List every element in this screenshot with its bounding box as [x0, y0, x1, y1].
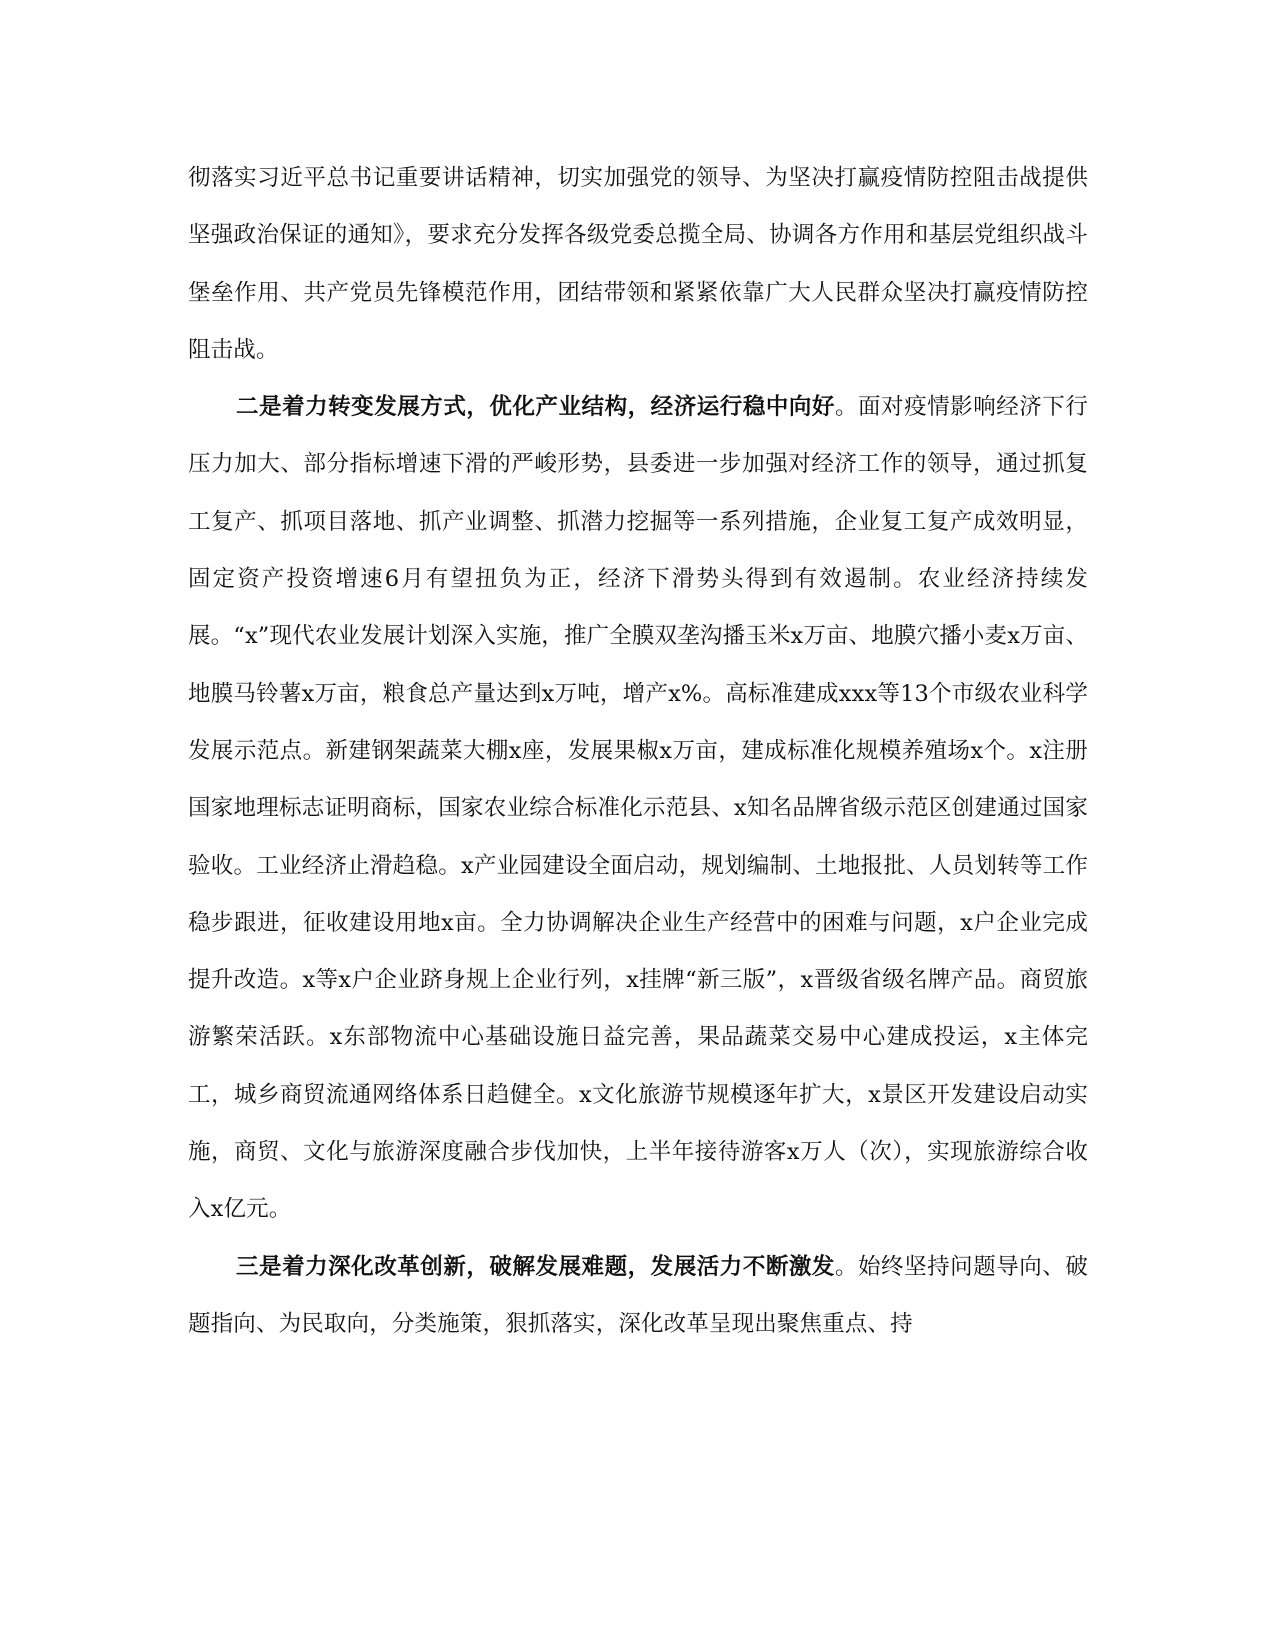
paragraph-reform [188, 1239, 1088, 1354]
paragraph-text: 。始终坚持问题导向、破题指向、为民取向，分类施策，狠抓落实，深化改革呈现出聚焦重点、持 [188, 1253, 1088, 1337]
paragraph-lead-heading: 二是着力转变发展方式，优化产业结构，经济运行稳中向好 [236, 394, 835, 421]
paragraph-continuation [188, 150, 1088, 379]
paragraph-text: 彻落实习近平总书记重要讲话精神，切实加强党的领导、为坚决打赢疫情防控阻击战提供坚强政治保证的通知》，要求充分发挥各级党委总揽全局、协调各方作用和基层党组织战斗堡垒作用、共产党员先锋模范作用，团结带领和紧紧依靠广大人民群众坚决打赢疫情防控阻击战。 [188, 165, 1088, 363]
paragraph-text: 。面对疫情影响经济下行压力加大、部分指标增速下滑的严峻形势，县委进一步加强对经济工作的领导，通过抓复工复产、抓项目落地、抓产业调整、抓潜力挖掘等一系列措施，企业复工复产成效明显，固定资产投资增速6月有望扭负为正，经济下滑势头得到有效遏制。农业经济持续发展。“x”现代农业发展计划深入实施，推广全膜双垄沟播玉米x万亩、地膜穴播小麦x万亩、地膜马铃薯x万亩，粮食总产量达到x万吨，增产x%。高标准建成xxx等13个市级农业科学发展示范点。新建钢架蔬菜大棚x座，发展果椒x万亩，建成标准化规模养殖场x个。x注册国家地理标志证明商标，国家农业综合标准化示范县、x知名品牌省级示范区创建通过国家验收。工业经济止滑趋稳。x产业园建设全面启动，规划编制、土地报批、人员划转等工作稳步跟进，征收建设用地x亩。全力协调解决企业生产经营中的困难与问题，x户企业完成提升改造。x等x户企业跻身规上企业行列，x挂牌“新三版”，x晋级省级名牌产品。商贸旅游繁荣活跃。x东部物流中心基础设施日益完善，果品蔬菜交易中心建成投运，x主体完工，城乡商贸流通网络体系日趋健全。x文化旅游节规模逐年扩大，x景区开发建设启动实施，商贸、文化与旅游深度融合步伐加快，上半年接待游客x万人（次），实现旅游综合收入x亿元。 [188, 394, 1088, 1223]
paragraph-lead-heading: 三是着力深化改革创新，破解发展难题，发展活力不断激发 [236, 1253, 835, 1280]
paragraph-economy [188, 379, 1088, 1238]
document-body [188, 150, 1088, 1353]
